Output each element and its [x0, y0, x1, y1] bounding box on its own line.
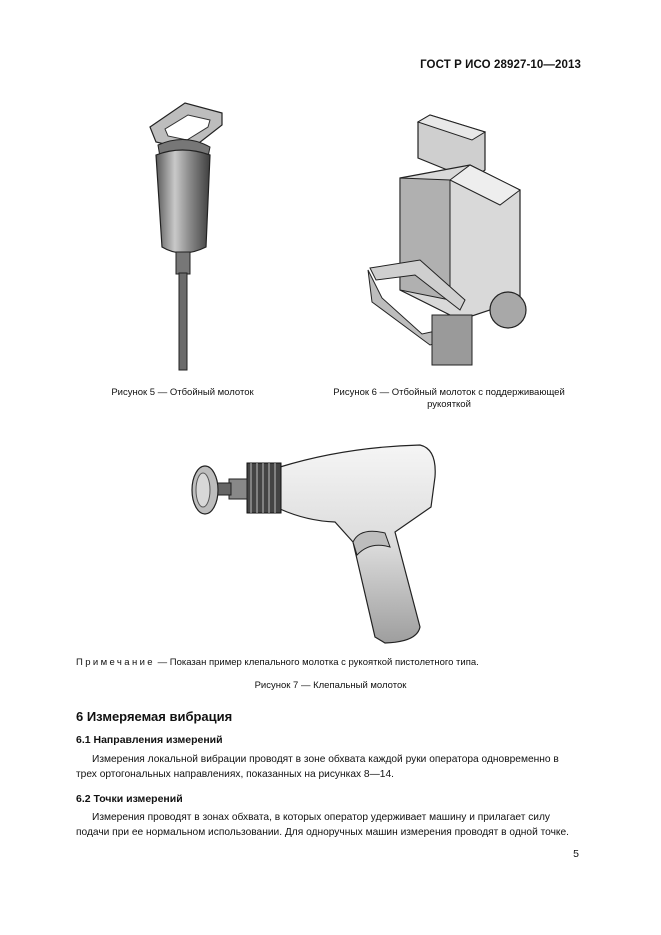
figure-7-note: [76, 657, 479, 668]
paragraph-line: Измерения локальной вибрации проводят в зоне обхвата каждой руки оператора одновременно в: [92, 754, 559, 765]
figure-6-caption-line1: Рисунок 6 — Отбойный молоток с поддерживающей: [333, 387, 565, 398]
figure-7-caption: Рисунок 7 — Клепальный молоток: [254, 680, 407, 691]
page-number: 5: [573, 848, 579, 860]
note-label: Примечание: [76, 657, 155, 668]
figure-5-caption: Рисунок 5 — Отбойный молоток: [111, 387, 254, 398]
section-6-2-title: 6.2 Точки измерений: [76, 793, 183, 805]
figure-5-breaker-hammer: [130, 95, 240, 385]
figure-6-caption-line2: рукояткой: [427, 399, 471, 410]
figure-6-breaker-with-handle: [360, 110, 540, 375]
note-text: — Показан пример клепального молотка с рукояткой пистолетного типа.: [155, 657, 479, 668]
figure-7-riveting-hammer: [185, 437, 445, 647]
section-6-2-paragraph: [76, 810, 586, 840]
section-6-1-title: 6.1 Направления измерений: [76, 734, 223, 746]
standard-header: ГОСТ Р ИСО 28927-10—2013: [420, 59, 581, 71]
paragraph-line: Измерения проводят в зонах обхвата, в которых оператор удерживает машину и прилагает силу: [92, 812, 551, 823]
paragraph-line: трех ортогональных направлениях, показанных на рисунках 8—14.: [76, 769, 394, 780]
section-6-title: 6 Измеряемая вибрация: [76, 709, 233, 724]
section-6-1-paragraph: [76, 752, 586, 782]
figure-6-caption: [318, 387, 580, 411]
paragraph-line: подачи при ее нормальном использовании. Для одноручных машин измерения проводят в одной точке.: [76, 827, 569, 838]
